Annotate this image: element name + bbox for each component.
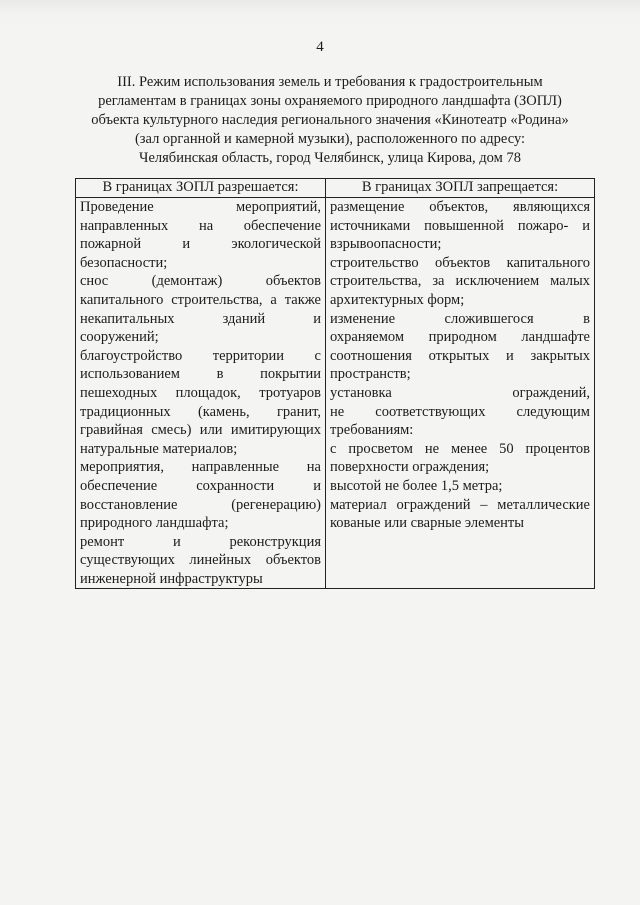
prohibited-line: взрывоопасности; [330, 236, 442, 253]
prohibited-line: пространств; [330, 366, 411, 383]
allowed-line: некапитальных зданий и [80, 310, 321, 327]
prohibited-line: архитектурных форм; [330, 291, 465, 308]
allowed-line: снос (демонтаж) объектов [80, 273, 321, 290]
allowed-line: обеспечение сохранности и [80, 477, 321, 494]
prohibited-line: поверхности ограждения; [330, 459, 490, 476]
prohibited-line: установка ограждений, [330, 384, 590, 401]
allowed-line: безопасности; [80, 254, 168, 271]
prohibited-line: требованиям: [330, 422, 414, 439]
allowed-line: Проведение мероприятий, [80, 199, 321, 215]
allowed-line: существующих линейных объектов [80, 552, 321, 569]
allowed-line: благоустройство территории с [80, 347, 321, 364]
prohibited-line: высотой не более 1,5 метра; [330, 477, 503, 494]
allowed-line: использованием в покрытии [80, 366, 321, 383]
allowed-column-header: В границах ЗОПЛ разрешается: [76, 179, 326, 198]
regulations-table [75, 178, 595, 589]
heading-line: III. Режим использования земель и требования к градостроительным [117, 74, 543, 90]
allowed-line: ремонт и реконструкция [80, 533, 321, 550]
allowed-line: пешеходных площадок, тротуаров [80, 384, 321, 401]
allowed-line: пожарной и экологической [80, 236, 321, 253]
allowed-line: направленных на обеспечение [80, 217, 321, 234]
allowed-line: природного ландшафта; [80, 515, 229, 532]
heading-line: объекта культурного наследия регионального значения «Кинотеатр «Родина» [91, 112, 569, 128]
prohibited-line: материал ограждений – металлические [330, 496, 590, 513]
allowed-line: традиционных (камень, гранит, [80, 403, 321, 420]
prohibited-line: строительство объектов капитального [330, 254, 590, 271]
prohibited-line: соотношения открытых и закрытых [330, 347, 590, 364]
prohibited-column-header: В границах ЗОПЛ запрещается: [326, 179, 595, 198]
prohibited-line: размещение объектов, являющихся [330, 199, 590, 215]
allowed-line: мероприятия, направленные на [80, 459, 321, 476]
heading-line: регламентам в границах зоны охраняемого природного ландшафта (ЗОПЛ) [98, 93, 562, 109]
heading-line: Челябинская область, город Челябинск, улица Кирова, дом 78 [139, 150, 521, 166]
allowed-line: гравийная смесь) или имитирующих [80, 422, 321, 439]
prohibited-line: с просветом не менее 50 процентов [330, 440, 590, 457]
allowed-line: инженерной инфраструктуры [80, 570, 263, 587]
allowed-line: капитального строительства, а также [80, 291, 321, 308]
prohibited-line: изменение сложившегося в [330, 310, 590, 327]
prohibited-cell [326, 198, 595, 589]
allowed-cell [76, 198, 326, 589]
allowed-line: сооружений; [80, 329, 159, 346]
section-heading [60, 73, 600, 168]
prohibited-line: источниками повышенной пожаро- и [330, 217, 590, 234]
table-row [76, 198, 595, 589]
heading-line: (зал органной и камерной музыки), расположенного по адресу: [134, 131, 526, 147]
table-header-row [76, 179, 595, 198]
prohibited-line: строительства, за исключением малых [330, 273, 590, 290]
allowed-line: восстановление (регенерацию) [80, 496, 321, 513]
prohibited-line: не соответствующих следующим [330, 403, 590, 420]
prohibited-line: кованые или сварные элементы [330, 515, 525, 532]
allowed-line: натуральные материалов; [80, 440, 238, 457]
prohibited-line: охраняемом природном ландшафте [330, 329, 590, 346]
page-number: 4 [316, 39, 324, 55]
